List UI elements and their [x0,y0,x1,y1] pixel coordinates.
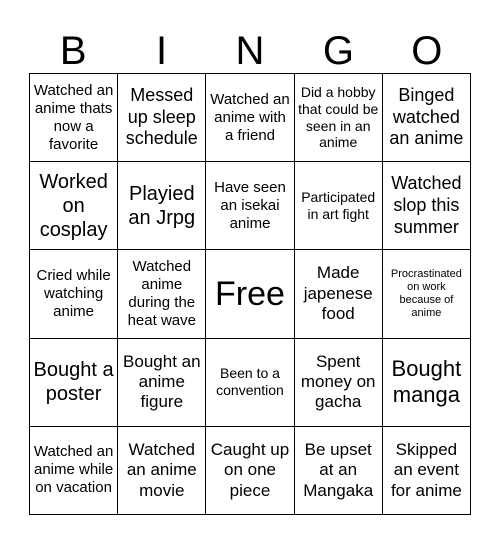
bingo-header [29,28,471,74]
bingo-cell[interactable]: Spent money on gacha [295,339,383,427]
bingo-cell[interactable]: Messed up sleep schedule [118,74,206,162]
header-letter-o: O [411,29,443,73]
bingo-cell[interactable]: Playied an Jrpg [118,162,206,250]
bingo-cell[interactable]: Be upset at an Mangaka [295,427,383,515]
bingo-cell[interactable]: Have seen an isekai anime [206,162,294,250]
bingo-cell[interactable]: Worked on cosplay [30,162,118,250]
bingo-cell[interactable]: Watched an anime while on vacation [30,427,118,515]
header-letter-i: I [156,29,168,73]
bingo-cell[interactable]: Cried while watching anime [30,250,118,338]
bingo-cell[interactable]: Procrastinated on work because of anime [383,250,471,338]
bingo-cell[interactable]: Binged watched an anime [383,74,471,162]
header-letter-n: N [235,29,265,73]
bingo-cell[interactable]: Bought manga [383,339,471,427]
bingo-cell-free[interactable]: Free [206,250,294,338]
header-letter-g: G [322,29,354,73]
bingo-cell[interactable]: Watched an anime movie [118,427,206,515]
header-letter-b: B [59,29,87,73]
bingo-cell[interactable]: Did a hobby that could be seen in an anime [295,74,383,162]
bingo-cell[interactable]: Made japenese food [295,250,383,338]
bingo-cell[interactable]: Bought an anime figure [118,339,206,427]
bingo-cell[interactable]: Watched anime during the heat wave [118,250,206,338]
bingo-cell[interactable]: Watched slop this summer [383,162,471,250]
bingo-cell[interactable]: Bought a poster [30,339,118,427]
bingo-cell[interactable]: Been to a convention [206,339,294,427]
bingo-cell[interactable]: Skipped an event for anime [383,427,471,515]
bingo-grid [29,73,471,515]
bingo-cell[interactable]: Watched an anime thats now a favorite [30,74,118,162]
bingo-cell[interactable]: Caught up on one piece [206,427,294,515]
bingo-cell[interactable]: Participated in art fight [295,162,383,250]
bingo-cell[interactable]: Watched an anime with a friend [206,74,294,162]
